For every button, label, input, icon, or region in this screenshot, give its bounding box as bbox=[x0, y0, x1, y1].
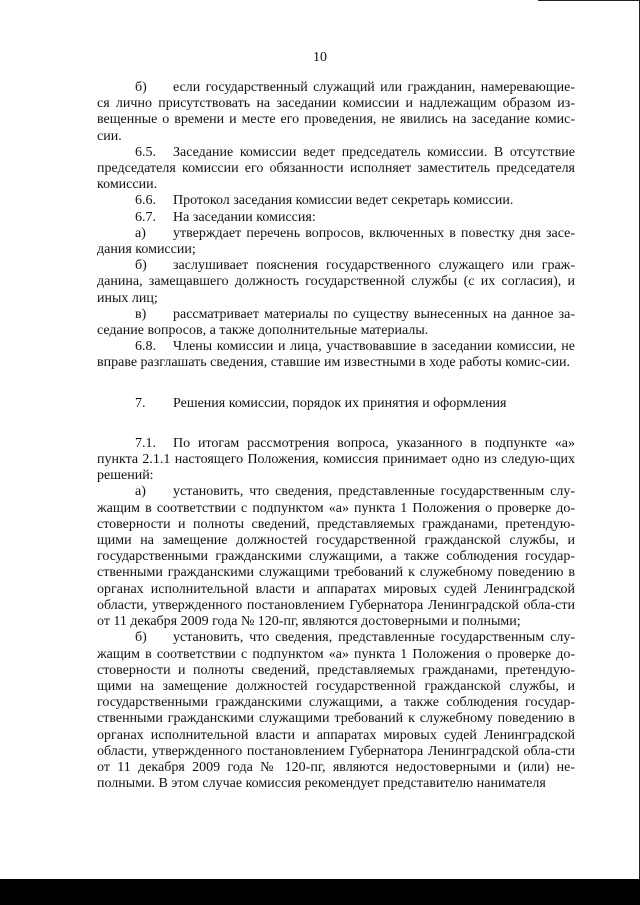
paragraph-label: 6.6. bbox=[135, 193, 156, 209]
paragraph-label: а) bbox=[135, 225, 146, 241]
paragraph-text: заслушивает пояснения государственного служащего или граж-данина, замещавшего должность государственной службы (с их согласия), и иных лиц; bbox=[97, 258, 575, 306]
section-number: 7. bbox=[135, 395, 146, 411]
paragraph-label: 6.7. bbox=[135, 209, 156, 225]
document-body bbox=[97, 80, 575, 792]
paragraph-text: рассматривает материалы по существу вынесенных на данное за-седание вопросов, а также дополнительные материалы. bbox=[97, 306, 575, 339]
paragraph-text: На заседании комиссия: bbox=[173, 209, 316, 225]
paragraph-text: По итогам рассмотрения вопроса, указанного в подпункте «а» пункта 2.1.1 настоящего Положения, комиссия принимает одно из следую-щих решений: bbox=[97, 435, 575, 484]
scan-edge-top bbox=[538, 0, 640, 1]
paragraph-text: утверждает перечень вопросов, включенных в повестку дня засе-дания комиссии; bbox=[97, 225, 575, 258]
paragraph-7-1 bbox=[97, 436, 575, 485]
paragraph-7-1-a bbox=[97, 484, 575, 630]
paragraph-6-6 bbox=[97, 193, 575, 209]
paragraph-label: 6.5. bbox=[135, 144, 156, 160]
paragraph-6-7-v bbox=[97, 307, 575, 339]
scan-edge-bottom bbox=[0, 879, 640, 905]
paragraph-label: б) bbox=[135, 80, 147, 95]
paragraph-6-7-a bbox=[97, 226, 575, 258]
paragraph-label: в) bbox=[135, 306, 147, 322]
section-title: Решения комиссии, порядок их принятия и оформления bbox=[173, 395, 507, 411]
paragraph-6-7 bbox=[97, 210, 575, 226]
paragraph-6-5 bbox=[97, 145, 575, 194]
paragraph-6-8 bbox=[97, 339, 575, 371]
paragraph-text: Члены комиссии и лица, участвовавшие в заседании комиссии, не вправе разглашать сведения, ставшие им известными в ходе работы комис-сии. bbox=[97, 339, 575, 371]
paragraph-text: Заседание комиссии ведет председатель комиссии. В отсутствие председателя комиссии его обязанности исполняет заместитель председателя комиссии. bbox=[97, 144, 575, 193]
paragraph-label: б) bbox=[135, 258, 147, 274]
paragraph-label: а) bbox=[135, 484, 146, 500]
paragraph-6-7-b bbox=[97, 258, 575, 307]
paragraph-label: 7.1. bbox=[135, 435, 156, 451]
paragraph-text: Протокол заседания комиссии ведет секретарь комиссии. bbox=[173, 193, 514, 209]
paragraph-text: если государственный служащий или гражданин, намеревающие-ся лично присутствовать на заседании комиссии и надлежащим образом из-вещенные о времени и месте его проведения, не явились на заседание комис-сии. bbox=[97, 80, 575, 144]
paragraph-text: установить, что сведения, представленные государственным слу-жащим в соответствии с подпунктом «а» пункта 1 Положения о проверке до-стоверности и полноты сведений, представляемых гражданами, претендую-щими на замещение должностей государственной гражданской службы, и государственными гражданскими служащими, а также соблюдения государ-ственными гражданскими служащими требований к служебному поведению в органах исполнительной власти и аппаратах мировых судей Ленинградской области, утвержденного постановлением Губернатора Ленинградской обла-сти от 11 декабря 2009 года № 120-пг, являются достоверными и полными; bbox=[97, 484, 575, 630]
paragraph-text: установить, что сведения, представленные государственным слу-жащим в соответствии с подпунктом «а» пункта 1 Положения о проверке до-стоверности и полноты сведений, представляемых гражданами, претендую-щими на замещение должностей государственной гражданской службы, и государственными гражданскими служащими, а также соблюдения государ-ственными гражданскими служащими требований к служебному поведению в органах исполнительной власти и аппаратах мировых судей Ленинградской области, утвержденного постановлением Губернатора Ленинградской обла-сти от 11 декабря 2009 года № 120-пг, являются недостоверными и (или) не-полными. В этом случае комиссия рекомендует представителю нанимателя bbox=[97, 630, 575, 792]
page-number: 10 bbox=[313, 50, 327, 65]
paragraph-6-4-b bbox=[97, 80, 575, 145]
paragraph-label: б) bbox=[135, 630, 147, 646]
section-heading bbox=[97, 396, 575, 412]
paragraph-7-1-b bbox=[97, 630, 575, 792]
paragraph-label: 6.8. bbox=[135, 339, 156, 355]
